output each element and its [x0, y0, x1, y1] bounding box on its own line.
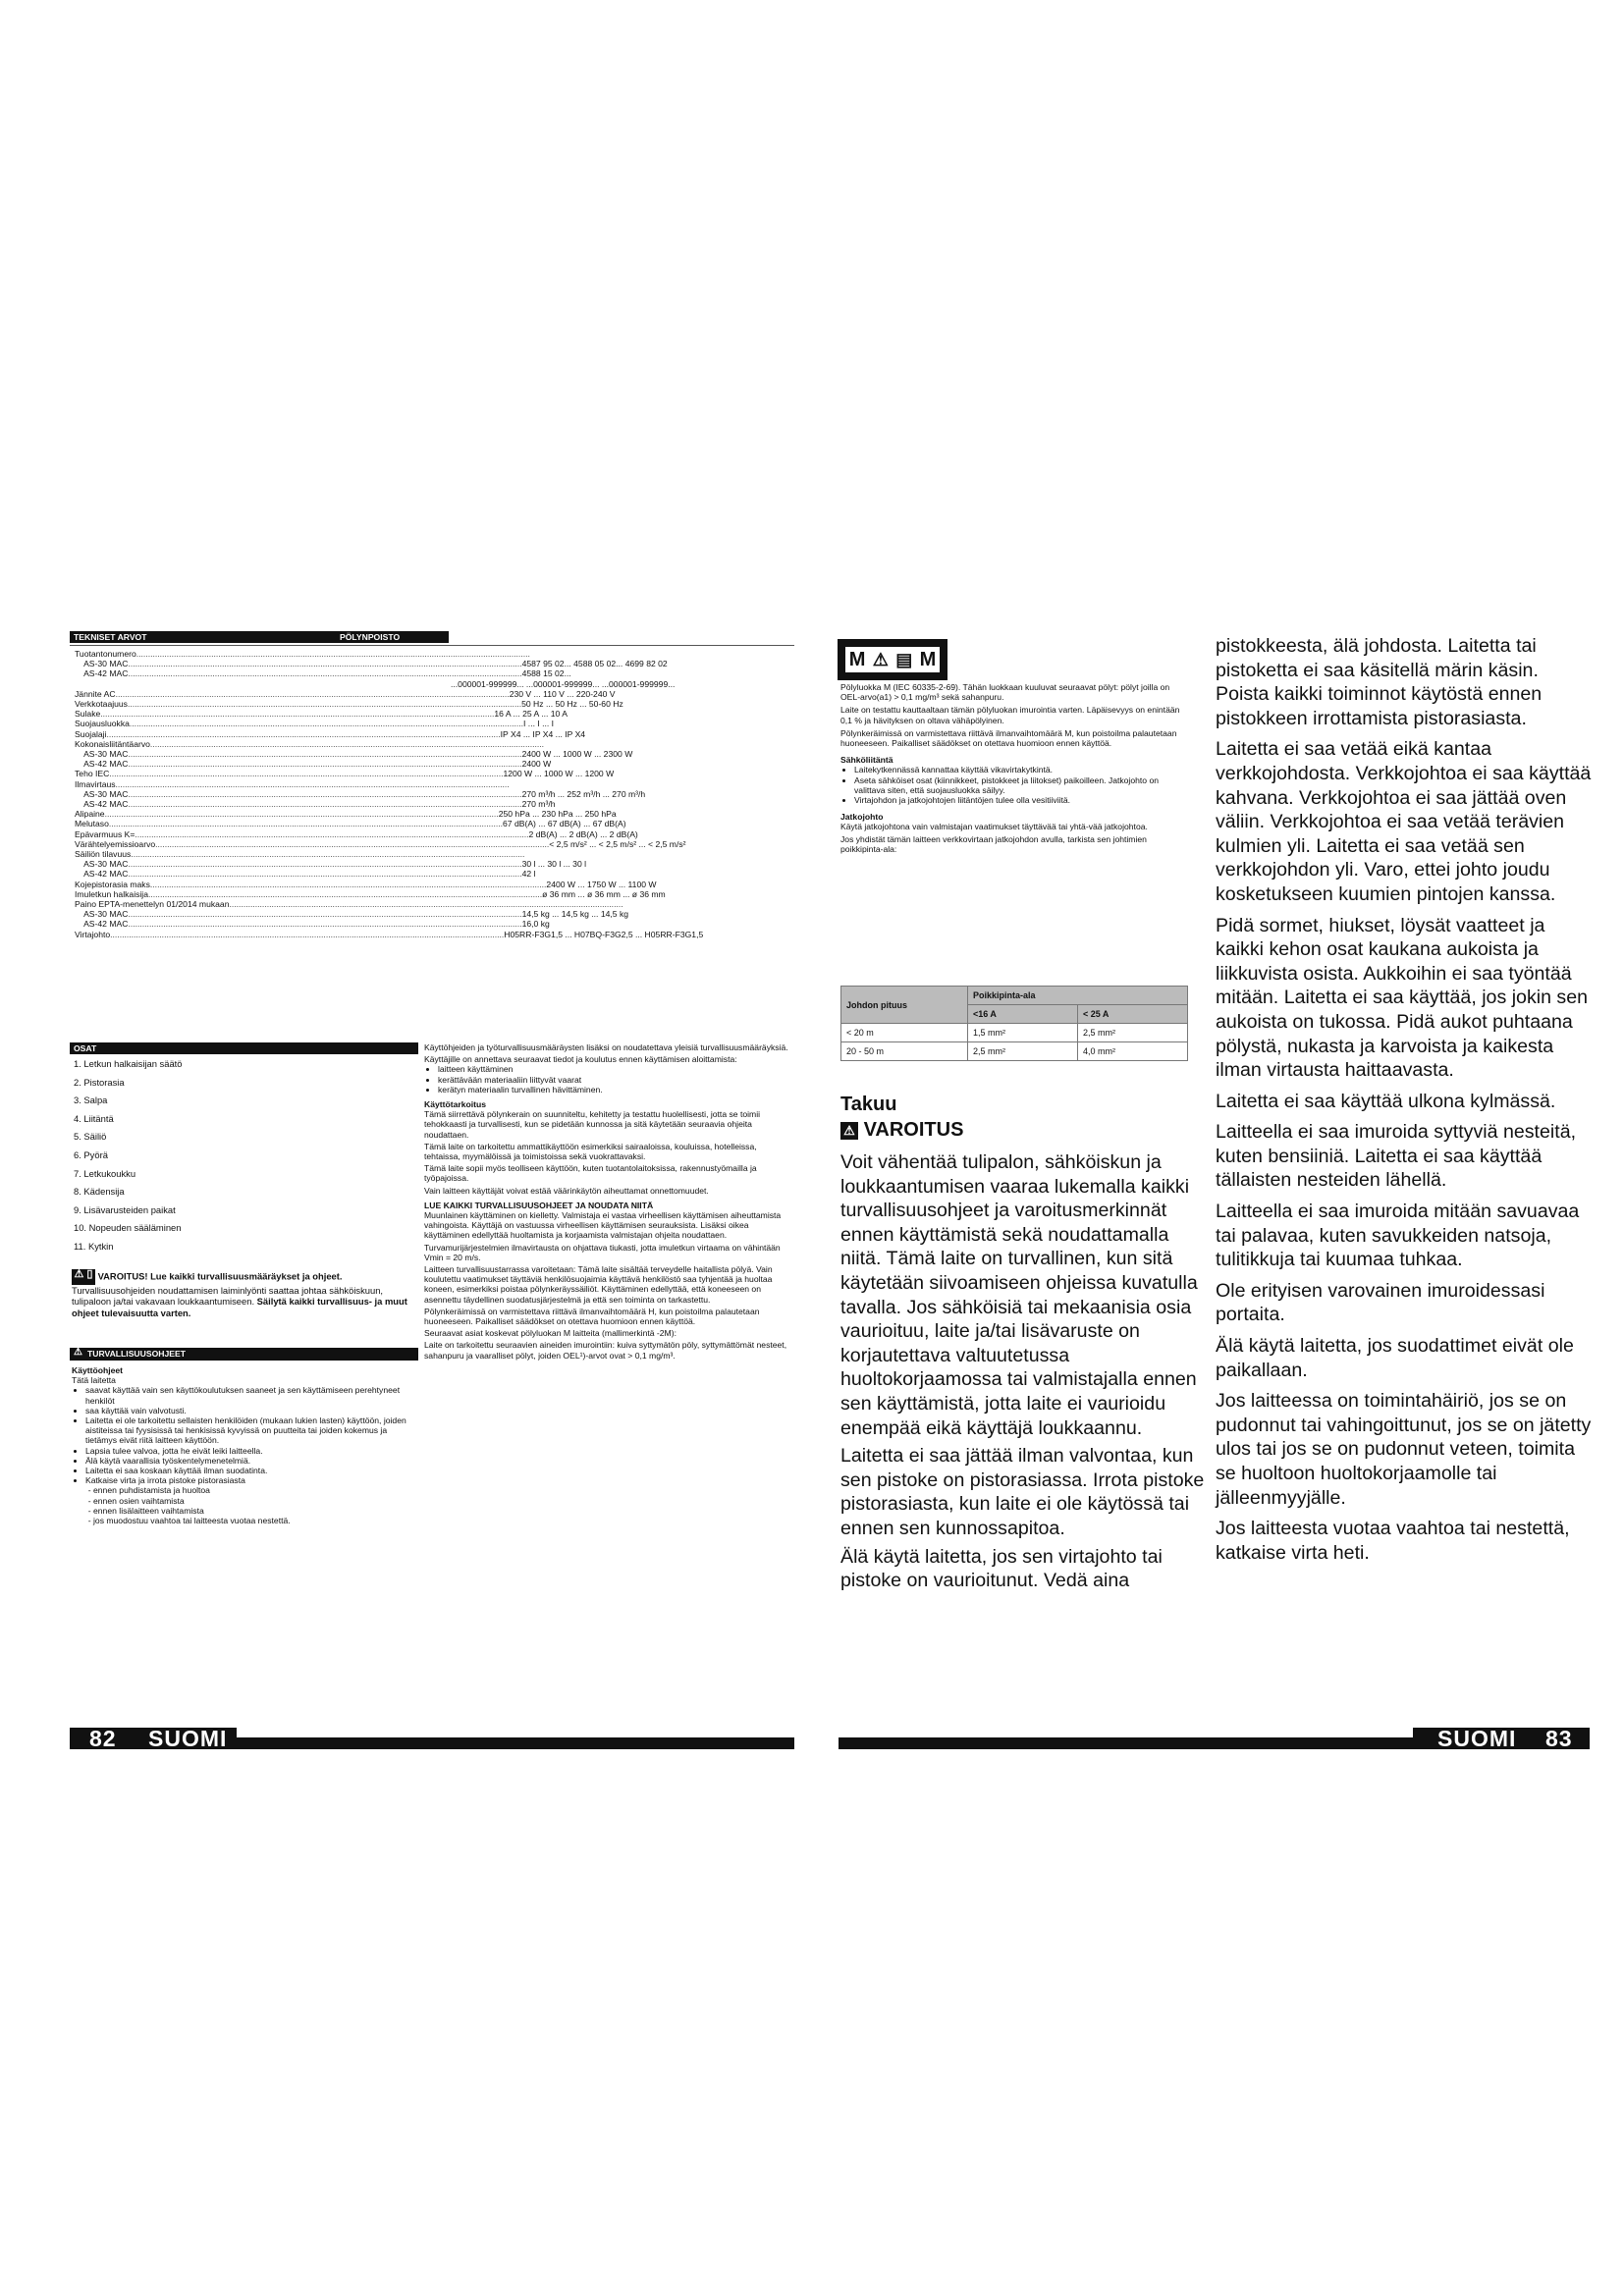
- spec-label: Suojausluokka: [75, 719, 130, 729]
- right-col1-big: [840, 1150, 1214, 1593]
- spec-label: Kokonaisliitäntäarvo: [75, 738, 150, 749]
- paragraph: Laitteella ei saa imuroida mitään savuavaa tai palavaa, kuten savukkeiden natsoja, tulitikkuja tai kuumaa tuhkaa.: [1216, 1201, 1580, 1271]
- col2-p10: Pölynkeräimissä on varmistettava riittävä ilmanvaihtomäärä H, kun poistoilma palautetaan huoneeseen. Paikalliset säädökset on otettava huomioon ennen käyttöä.: [424, 1306, 760, 1327]
- extension-text-2: Jos yhdistät tämän laitteen verkkovirtaan jatkojohdon avulla, tarkista sen johtimien poikkipinta-ala:: [840, 833, 1147, 854]
- list-item: • laitteen käyttäminen: [438, 1064, 794, 1074]
- col2-p11: Seuraavat asiat koskevat pölyluokan M laitteita (mallimerkintä -2M):: [424, 1328, 677, 1339]
- varoitus-heading: [840, 1119, 963, 1142]
- leader-dots: [75, 679, 451, 689]
- cord-b: 2,5 mm²: [1078, 1024, 1188, 1042]
- list-item: 4. Liitäntä: [74, 1112, 114, 1124]
- tech-header-right: PÖLYNPOISTO: [340, 632, 401, 642]
- spec-value: IP X4 ... IP X4 ... IP X4: [500, 728, 586, 739]
- spec-value: 250 hPa ... 230 hPa ... 250 hPa: [498, 809, 617, 820]
- right-col2: [1216, 634, 1597, 1572]
- leader-dots: ........................................................................................................................................................................: [229, 899, 623, 910]
- leader-dots: ........................................................................................................................................................................: [128, 759, 522, 770]
- spec-label: AS-30 MAC: [75, 788, 129, 799]
- paragraph: Laitetta ei saa vetää eikä kantaa verkkojohdosta. Verkkojohtoa ei saa käyttää kahvana. Verkkojohtoa ei saa jättää oven väliin. Verkkojohtoa ei saa vetää terävien kulmien yli. Laitetta ei saa vetää sen verkkojohdon yli. Varo, ettei johto joudu kosketukseen kuumien pintojen kanssa.: [1216, 738, 1592, 905]
- spec-label: Virtajohto: [75, 929, 111, 939]
- table-row: [75, 849, 794, 859]
- page-number: 83: [1545, 1726, 1573, 1751]
- leader-dots: ........................................................................................................................................................................: [152, 879, 547, 889]
- table-row: [75, 739, 794, 749]
- spec-value: 2 dB(A) ... 2 dB(A) ... 2 dB(A): [528, 828, 638, 839]
- dust-class-m-icon-2: M: [919, 648, 937, 670]
- table-row: [75, 899, 794, 909]
- spec-value: < 2,5 m/s² ... < 2,5 m/s² ... < 2,5 m/s²: [549, 838, 686, 849]
- leader-dots: ........................................................................................................................................................................: [127, 699, 522, 710]
- list-item: • saa käyttää vain valvotusti.: [85, 1406, 417, 1415]
- paragraph: Pidä sormet, hiukset, löysät vaatteet ja kaikki kehon osat kaukana aukoista ja liikkuvista osista. Aukkoihin ei saa työntää mitään. Laitetta ei saa käyttää, jos jokin sen aukoista on tukossa. Pidä aukot puhtaana pölystä, nukasta ja karvoista ja kaikesta ilman virtausta haittaavasta.: [1216, 914, 1589, 1082]
- page-number: 82: [89, 1726, 117, 1751]
- leader-dots: ........................................................................................................................................................................: [128, 749, 522, 760]
- osat-header-label: OSAT: [74, 1043, 97, 1053]
- book-icon: ▤: [895, 649, 913, 669]
- cord-table-header-length: Johdon pituus: [841, 987, 968, 1024]
- list-item: 3. Salpa: [74, 1095, 108, 1106]
- osat-warning-text: Turvallisuusohjeiden noudattamisen laiminlyönti saattaa johtaa sähköiskuun, tulipaloon ja/tai vakavaan loukkaantumiseen.: [72, 1285, 384, 1308]
- table-row: [75, 679, 794, 689]
- paragraph: Ole erityisen varovainen imuroidessasi portaita.: [1216, 1279, 1545, 1326]
- leader-dots: ........................................................................................................................................................................: [104, 809, 499, 820]
- spec-label: AS-30 MAC: [75, 749, 129, 760]
- spec-label: AS-42 MAC: [75, 869, 129, 880]
- cord-table: [840, 986, 1188, 1061]
- leader-dots: ........................................................................................................................................................................: [110, 929, 505, 939]
- spec-label: Imuletkun halkaisija: [75, 888, 148, 899]
- paragraph: Laitetta ei saa käyttää ulkona kylmässä.: [1216, 1090, 1556, 1112]
- leader-dots: ........................................................................................................................................................................: [115, 688, 510, 699]
- table-row: [75, 719, 794, 728]
- tech-header-rule: [70, 645, 794, 646]
- list-item: 2. Pistorasia: [74, 1076, 125, 1088]
- leader-dots: ........................................................................................................................................................................: [108, 819, 503, 829]
- spec-value: ...000001-999999... ...000001-999999... ...000001-999999...: [451, 678, 676, 689]
- warning-triangle-icon: ⚠: [840, 1122, 858, 1140]
- leader-dots: ........................................................................................................................................................................: [128, 668, 522, 679]
- tech-header-left: TEKNISET ARVOT: [74, 632, 147, 642]
- spec-value: 4587 95 02... 4588 05 02... 4699 82 02: [521, 659, 668, 669]
- list-item: • Laitekytkennässä kannattaa käyttää vikavirtakytkintä.: [854, 765, 1189, 774]
- spec-value: 67 dB(A) ... 67 dB(A) ... 67 dB(A): [503, 819, 626, 829]
- table-row: [75, 859, 794, 869]
- spec-value: 16 A ... 25 A ... 10 A: [494, 709, 568, 720]
- list-item: • saavat käyttää vain sen käyttökoulutuksen saaneet ja sen käyttämiseen perehtyneet henkilöt: [85, 1385, 417, 1405]
- osat-warning: [72, 1269, 417, 1318]
- right-footer: [839, 1728, 1590, 1749]
- col2-p9: Laitteen turvallisuustarrassa varoitetaan: Tämä laite sisältää terveydelle haitallista pölyä. Vain koulutettu vaatimukset täyttäviä henkilösuojaimia käyttävä henkilöstö saa tyhjentää ja huoltaa koneen, esimerkiksi poistaa pölynkeräyssäiliöt. Käyttäminen edellyttää, että koneeseen on asennettu täydellinen suodatusjärjestelmä ja että sen toiminta on tarkastettu.: [424, 1264, 773, 1305]
- spec-label: AS-30 MAC: [75, 859, 129, 870]
- warning-triangle-icon: ⚠: [74, 1347, 82, 1358]
- col2-p1: Käyttöhjeiden ja työturvallisuusmääräysten lisäksi on noudatettava yleisiä turvallisuusmääräyksiä.: [424, 1042, 788, 1052]
- table-row: [75, 819, 794, 828]
- leader-dots: ........................................................................................................................................................................: [148, 888, 543, 899]
- list-item: 1. Letkun halkaisijan säätö: [74, 1058, 183, 1069]
- cord-len: < 20 m: [841, 1024, 968, 1042]
- table-row: [75, 909, 794, 919]
- cord-table-header-area: Poikkipinta-ala: [968, 987, 1188, 1005]
- turva-dash: [72, 1485, 417, 1525]
- spec-label: AS-42 MAC: [75, 799, 129, 810]
- table-row: [75, 839, 794, 849]
- list-item: 11. Kytkin: [74, 1240, 114, 1252]
- big-p3: Älä käytä laitetta, jos sen virtajohto tai pistoke on vaurioitunut. Vedä aina: [840, 1545, 1163, 1592]
- list-item: • kerättävään materiaaliin liittyvät vaarat: [438, 1075, 794, 1085]
- spec-label: Tuotantonumero: [75, 649, 136, 659]
- electric-bullets: [840, 765, 1189, 805]
- list-item: • kerätyn materiaalin turvallinen hävittäminen.: [438, 1085, 794, 1095]
- col2-p6: Vain laitteen käyttäjät voivat estää väärinkäytön aiheuttamat onnettomuudet.: [424, 1185, 709, 1196]
- col2-p2: Käyttäjille on annettava seuraavat tiedot ja koulutus ennen käyttämisen aloittamista:: [424, 1054, 737, 1065]
- leader-dots: ........................................................................................................................................................................: [131, 849, 525, 860]
- leader-dots: ........................................................................................................................................................................: [128, 869, 522, 880]
- table-row: [75, 699, 794, 709]
- col2-p4: Tämä laite on tarkoitettu ammattikäyttöön esimerkiksi sairaaloissa, kouluissa, hotelleissa, tehtaissa, myymälöissä ja toimistoissa sekä vuokrattavaksi.: [424, 1141, 757, 1162]
- spec-label: Melutaso: [75, 819, 109, 829]
- spec-label: Teho IEC: [75, 769, 110, 779]
- list-item: - ennen puhdistamista ja huoltoa: [93, 1485, 417, 1495]
- leader-dots: ........................................................................................................................................................................: [128, 788, 522, 799]
- spec-label: AS-30 MAC: [75, 659, 129, 669]
- dust-class-text: Pölyluokka M (IEC 60335-2-69). Tähän luokkaan kuuluvat seuraavat pölyt: pölyt joilla on OEL-arvo(a1) > 0,1 mg/m³ sekä sahanpuru.: [840, 682, 1170, 703]
- col2-p7: Muunlainen käyttäminen on kielletty. Valmistaja ei vastaa virheellisen käyttämisen aiheuttamista vahingoista. Käyttäjä on vastuussa virheellisen käyttämisen seurauksista. Lisäksi oikea käyttäminen edellyttää huoltamista ja korjaamista valmistajan ohjeita noudattaen.: [424, 1210, 782, 1241]
- spec-value: 2400 W ... 1000 W ... 2300 W: [521, 749, 633, 760]
- list-item: 10. Nopeuden sääläminen: [74, 1222, 182, 1234]
- ventilation-text: Pölynkeräimissä on varmistettava riittävä ilmanvaihtomäärä M, kun poistoilma palautetaan huoneeseen. Paikalliset säädökset on otettava huomioon ennen käyttöä.: [840, 727, 1177, 749]
- list-item: • Virtajohdon ja jatkojohtojen liitäntöjen tulee olla vesitiiviitä.: [854, 795, 1189, 805]
- table-row: [75, 729, 794, 739]
- spec-value: [510, 779, 853, 789]
- spec-label: AS-30 MAC: [75, 909, 129, 920]
- table-row: [75, 789, 794, 799]
- varoitus-label: VAROITUS: [863, 1119, 964, 1141]
- spec-value: I ... I ... I: [523, 719, 555, 729]
- leader-dots: ........................................................................................................................................................................: [128, 859, 522, 870]
- turva-header: [70, 1348, 418, 1361]
- spec-label: Ilmavirtaus: [75, 778, 116, 789]
- spec-label: Kojepistorasia maks.: [75, 879, 153, 889]
- electric-heading: Sähköliitäntä: [840, 755, 893, 766]
- spec-value: 16,0 kg: [521, 919, 550, 930]
- left-footer: [70, 1728, 794, 1749]
- table-row: [841, 1024, 1188, 1042]
- spec-value: 42 l: [521, 869, 536, 880]
- osat-list: [74, 1058, 412, 1259]
- spec-value: H05RR-F3G1,5 ... H07BQ-F3G2,5 ... H05RR-F3G1,5: [504, 929, 704, 939]
- col2-h2: LUE KAIKKI TURVALLISUUSOHJEET JA NOUDATA NIITÄ: [424, 1200, 654, 1210]
- table-row: [75, 668, 794, 678]
- spec-value: 14,5 kg ... 14,5 kg ... 14,5 kg: [521, 909, 629, 920]
- page-language: SUOMI: [1437, 1726, 1517, 1751]
- cord-len: 20 - 50 m: [841, 1042, 968, 1061]
- leader-dots: ........................................................................................................................................................................: [128, 799, 522, 810]
- list-item: 7. Letkukoukku: [74, 1167, 136, 1179]
- turva-bullets: [72, 1385, 417, 1485]
- cord-a: 2,5 mm²: [968, 1042, 1078, 1061]
- table-row: [75, 829, 794, 839]
- osat-header: [70, 1042, 418, 1054]
- extension-text: Käytä jatkojohtona vain valmistajan vaatimukset täyttävää tai yhtä-vää jatkojohtoa.: [840, 822, 1148, 832]
- left-footer-stripe: [237, 1737, 794, 1749]
- cord-b: 4,0 mm²: [1078, 1042, 1188, 1061]
- tested-text: Laite on testattu kauttaaltaan tämän pölyluokan imurointia varten. Läpäisevyys on enintään 0,1 % ja hävityksen on oltava vähäpölyinen.: [840, 705, 1180, 725]
- spec-value: 270 m³/h: [521, 799, 556, 810]
- table-row: [75, 919, 794, 929]
- takuu-heading: Takuu: [840, 1094, 897, 1115]
- spec-value: 2400 W ... 1750 W ... 1100 W: [546, 879, 657, 889]
- list-item: • Laitetta ei ole tarkoitettu sellaisten henkilöiden (mukaan lukien lasten) käyttöön, joiden aistiteissa tai fyysisissä tai henkisissä kyvyissä on puutteita tai joiden kokemus ja tietämys eivät riitä laitteen käyttöön.: [85, 1415, 417, 1446]
- list-item: 5. Säiliö: [74, 1131, 107, 1143]
- spec-value: 2400 W: [521, 759, 552, 770]
- list-item: - ennen osien vaihtamista: [93, 1496, 417, 1506]
- list-item: 8. Kädensija: [74, 1186, 125, 1198]
- table-row: [75, 769, 794, 778]
- table-row: [75, 709, 794, 719]
- spec-label: Säiliön tilavuus: [75, 849, 132, 860]
- table-row: [75, 689, 794, 699]
- page-language: SUOMI: [148, 1726, 228, 1751]
- leader-dots: ........................................................................................................................................................................: [129, 719, 524, 729]
- col2-p5: Tämä laite sopii myös teolliseen käyttöön, kuten tuotantolaitoksissa, rakennustyömailla ja työpajoissa.: [424, 1163, 757, 1184]
- paragraph: Jos laitteesta vuotaa vaahtoa tai nestettä, katkaise virta heti.: [1216, 1518, 1570, 1564]
- spec-value: 4588 15 02...: [521, 668, 571, 679]
- warning-icon: ⚠ ▯: [72, 1269, 95, 1285]
- leader-dots: ........................................................................................................................................................................: [135, 649, 530, 659]
- spec-label: Alipaine: [75, 809, 105, 820]
- spec-value: 1200 W ... 1000 W ... 1200 W: [503, 769, 615, 779]
- col2-bullets: [424, 1064, 794, 1095]
- leader-dots: ........................................................................................................................................................................: [135, 828, 529, 839]
- leader-dots: ........................................................................................................................................................................: [128, 919, 522, 930]
- spec-value: 30 l ... 30 l ... 30 l: [521, 859, 587, 870]
- turva-header-label: TURVALLISUUSOHJEET: [87, 1349, 186, 1359]
- spec-value: ø 36 mm ... ø 36 mm ... ø 36 mm: [542, 888, 666, 899]
- big-p2: Laitetta ei saa jättää ilman valvontaa, kun sen pistoke on pistorasiassa. Irrota pistoke pistorasiasta, kun laite ei ole käytössä tai ennen sen kunnossapitoa.: [840, 1445, 1205, 1539]
- spec-label: Epävarmuus K=: [75, 828, 135, 839]
- spec-value: 230 V ... 110 V ... 220-240 V: [509, 688, 616, 699]
- right-footer-stripe: [839, 1737, 1413, 1749]
- dust-class-m-icon: M: [848, 648, 866, 670]
- col2-h1: Käyttötarkoitus: [424, 1099, 487, 1110]
- spec-label: Värähtelyemissioarvo: [75, 838, 156, 849]
- leader-dots: ........................................................................................................................................................................: [109, 769, 504, 779]
- table-row: [75, 749, 794, 759]
- leader-dots: ........................................................................................................................................................................: [149, 738, 545, 749]
- table-row: [75, 759, 794, 769]
- list-item: • Älä käytä vaarallisia työskentelymenetelmiä.: [85, 1456, 417, 1466]
- hazard-triangle-icon: ⚠: [872, 649, 889, 669]
- turva-intro: Tätä laitetta: [72, 1375, 116, 1386]
- paragraph: pistokkeesta, älä johdosta. Laitetta tai pistoketta ei saa käsitellä märin käsin. Poista kaikki toiminnot käytöstä ennen pistokkeen irrottamista pistorasiasta.: [1216, 635, 1543, 729]
- spec-label: Sulake: [75, 709, 101, 720]
- list-item: • Katkaise virta ja irrota pistoke pistorasiasta: [85, 1475, 417, 1485]
- col2-p12: Laite on tarkoitettu seuraavien aineiden imurointiin: kuiva syttymätön pöly, syttymättömät nesteet, sahanpuru ja vaaralliset pölyt, joiden OEL¹)-arvot ovat > 0,1 mg/m³.: [424, 1340, 787, 1361]
- list-item: 9. Lisävarusteiden paikat: [74, 1203, 176, 1215]
- spec-label: Verkkotaajuus: [75, 699, 128, 710]
- osat-warning-bold: VAROITUS! Lue kaikki turvallisuusmääräykset ja ohjeet.: [97, 1270, 343, 1282]
- table-row: [75, 799, 794, 809]
- list-item: - ennen lisälaitteen vaihtamista: [93, 1506, 417, 1516]
- leader-dots: ........................................................................................................................................................................: [128, 909, 522, 920]
- big-p1: Voit vähentää tulipalon, sähköiskun ja loukkaantumisen vaaraa lukemalla kaikki turvallisuusohjeet ja varoitusmerkinnät ennen käyttämistä sekä noudattamalla niitä. Tämä laite on turvallinen, kun sitä käytetään siivoamiseen ohjeissa kuvatulla tavalla. Jos sähköisiä tai mekaanisia osia vaurioituu, laite ja/tai lisävaruste on korjautettava valtuutetussa huoltokorjaamossa tai valmistajalla ennen sen käyttämistä, jotta laite ei vaurioidu enempää eikä käyttäjä loukkaannu.: [840, 1151, 1198, 1439]
- leader-dots: ........................................................................................................................................................................: [100, 709, 495, 720]
- table-row: [75, 809, 794, 819]
- spec-value: 50 Hz ... 50 Hz ... 50-60 Hz: [521, 699, 623, 710]
- list-item: • Laitetta ei saa koskaan käyttää ilman suodatinta.: [85, 1466, 417, 1475]
- table-row: [841, 1042, 1188, 1061]
- spec-label: Jännite AC: [75, 688, 116, 699]
- dust-class-logo: [838, 639, 947, 680]
- leader-dots: ........................................................................................................................................................................: [115, 778, 510, 789]
- col2-p3: Tämä siirrettävä pölynkerain on suunniteltu, kehitetty ja testattu huolellisesti, jotta se toimii tehokkaasti ja turvallisesti, kun se pidetään kunnossa ja sitä käytetään seuraavia ohjeita noudattaen.: [424, 1109, 761, 1140]
- list-item: - jos muodostuu vaahtoa tai laitteesta vuotaa nestettä.: [93, 1516, 417, 1525]
- spec-label: Suojalaji: [75, 728, 107, 739]
- table-row: [75, 649, 794, 659]
- table-row: [75, 880, 794, 889]
- table-row: [75, 930, 794, 939]
- spec-value: 270 m³/h ... 252 m³/h ... 270 m³/h: [521, 788, 646, 799]
- left-col2: [424, 1042, 794, 1361]
- spec-label: Paino EPTA-menettelyn 01/2014 mukaan: [75, 899, 230, 910]
- table-row: [75, 659, 794, 668]
- leader-dots: ........................................................................................................................................................................: [128, 659, 522, 669]
- table-row: [75, 869, 794, 879]
- spec-label: AS-42 MAC: [75, 759, 129, 770]
- right-page: [812, 0, 1624, 2296]
- osat-warning-bold2: Säilytä kaikki turvallisuus- ja muut ohjeet tulevaisuutta varten.: [72, 1296, 407, 1318]
- cord-table-sub1: <16 A: [968, 1005, 1078, 1024]
- extension-heading: Jatkojohto: [840, 812, 884, 823]
- leader-dots: ........................................................................................................................................................................: [155, 838, 550, 849]
- paragraph: Jos laitteessa on toimintahäiriö, jos se on pudonnut tai vahingoittunut, jos se on jätetty ulos tai jos se on pudonnut veteen, toimita se huoltoon huoltokorjaamolle tai jälleenmyyjälle.: [1216, 1390, 1592, 1509]
- leader-dots: ........................................................................................................................................................................: [106, 728, 501, 739]
- list-item: 6. Pyörä: [74, 1148, 108, 1160]
- spec-label: AS-42 MAC: [75, 919, 129, 930]
- cord-table-sub2: < 25 A: [1078, 1005, 1188, 1024]
- list-item: • Aseta sähköiset osat (kiinnikkeet, pistokkeet ja liitokset) paikoilleen. Jatkojohto on valittava siten, että suojausluokka säilyy.: [854, 775, 1189, 795]
- list-item: • Lapsia tulee valvoa, jotta he eivät leiki laitteella.: [85, 1446, 417, 1456]
- right-col1-small: [840, 682, 1189, 854]
- table-row: [75, 779, 794, 789]
- paragraph: Laitteella ei saa imuroida syttyviä nesteitä, kuten bensiiniä. Laitetta ei saa käyttää tällaisten nesteiden lähellä.: [1216, 1121, 1577, 1192]
- spec-label: AS-42 MAC: [75, 668, 129, 679]
- paragraph: Älä käytä laitetta, jos suodattimet eivät ole paikallaan.: [1216, 1335, 1574, 1381]
- cord-a: 1,5 mm²: [968, 1024, 1078, 1042]
- turva-subheading: Käyttöohjeet: [72, 1365, 124, 1375]
- col2-p8: Turvamurijärjestelmien ilmavirtausta on ohjattava tiukasti, jotta imuletkun virtaama on vähintään Vmin = 20 m/s.: [424, 1242, 781, 1262]
- table-row: [75, 889, 794, 899]
- tech-header: [70, 631, 449, 643]
- tech-table: [75, 649, 794, 939]
- turva-body: [72, 1365, 417, 1525]
